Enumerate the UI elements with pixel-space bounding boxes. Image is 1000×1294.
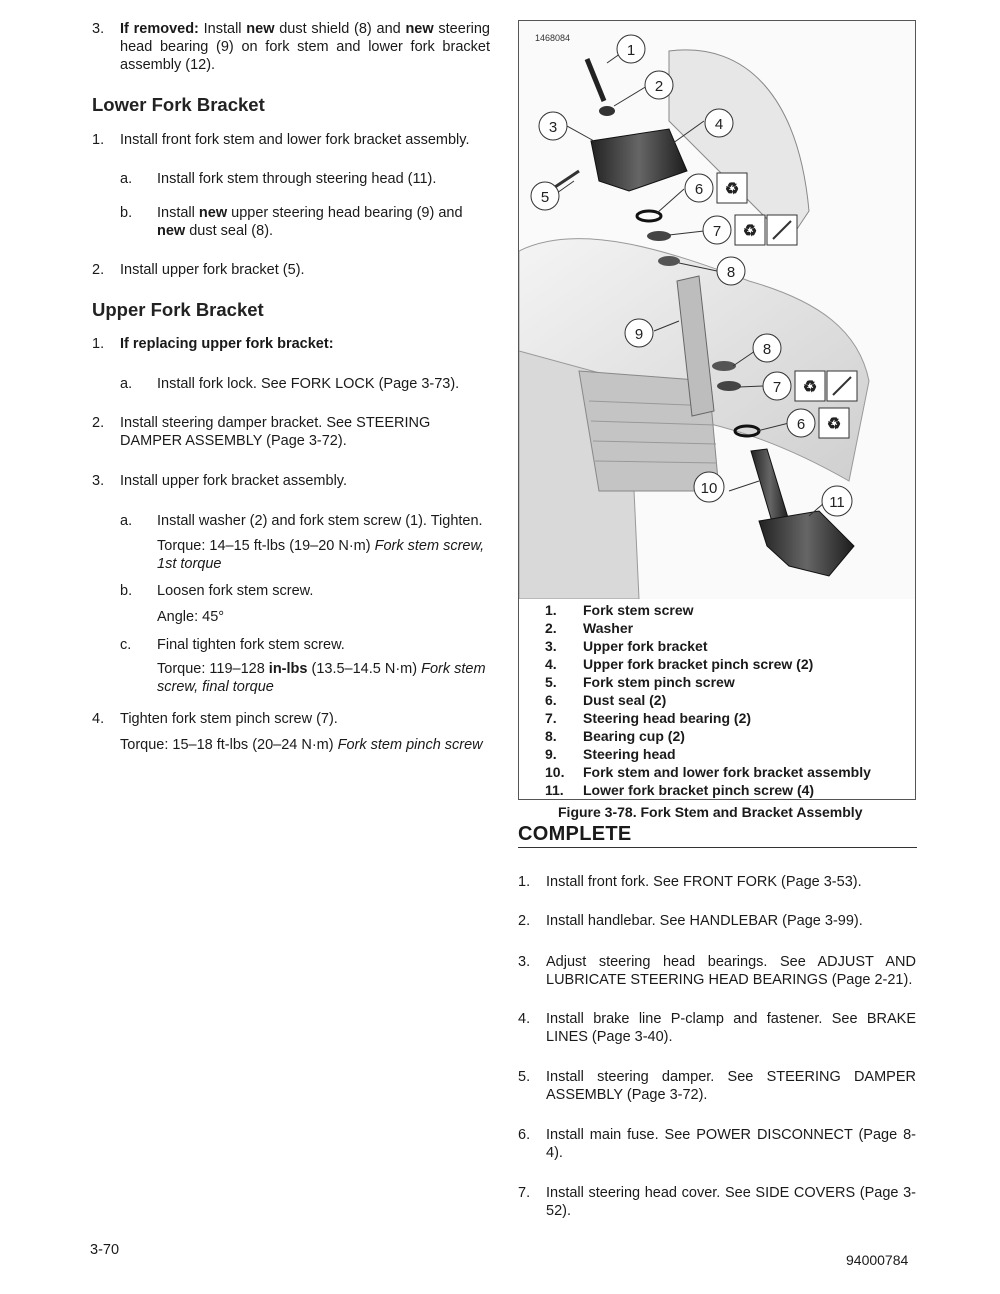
legend-item: 9. Steering head — [545, 746, 676, 762]
substep-letter: a. — [120, 171, 133, 187]
callout-11 — [822, 486, 852, 516]
legend-item: 3. Upper fork bracket — [545, 638, 708, 654]
step-number: 1. — [92, 132, 105, 148]
callout-4 — [705, 109, 733, 137]
step-number: 2. — [518, 913, 531, 929]
callout-7 — [703, 216, 731, 244]
step-number: 1. — [92, 336, 105, 352]
step-number: 2. — [92, 262, 105, 278]
svg-text:2: 2 — [654, 78, 664, 95]
step-text: Install front fork. See FRONT FORK (Page 3-53). — [546, 874, 862, 890]
substep-text: Install fork stem through steering head (11). — [157, 171, 437, 187]
step-number: 5. — [518, 1069, 531, 1085]
step-text: Install front fork stem and lower fork bracket assembly. — [120, 132, 470, 148]
step-number: 1. — [518, 874, 531, 890]
step-text: Install steering damper. See STEERING DAMPER ASSEMBLY (Page 3-72). — [546, 1069, 916, 1103]
svg-text:6: 6 — [694, 181, 704, 198]
substep-text: Install new upper steering head bearing (9) and new dust seal (8). — [157, 205, 463, 239]
svg-text:6: 6 — [796, 416, 806, 433]
torque-spec: Torque: 119–128 in-lbs (13.5–14.5 N·m) Fork stem screw, final torque — [157, 661, 486, 695]
callout-7 — [763, 372, 791, 400]
angle-spec: Angle: 45° — [157, 609, 225, 625]
callout-9 — [625, 319, 653, 347]
svg-text:8: 8 — [762, 341, 772, 358]
svg-text:♻: ♻ — [742, 223, 758, 240]
legend-item: 10. Fork stem and lower fork bracket assembly — [545, 764, 871, 780]
substep-letter: b. — [120, 205, 133, 221]
substep-letter: a. — [120, 513, 133, 529]
substep-text: Loosen fork stem screw. — [157, 583, 314, 599]
step-text: Install upper fork bracket assembly. — [120, 473, 347, 489]
substep-letter: c. — [120, 637, 132, 653]
substep-text: Install fork lock. See FORK LOCK (Page 3-73). — [157, 376, 460, 392]
callout-8 — [753, 334, 781, 362]
legend-item: 2. Washer — [545, 620, 634, 636]
bearing-cup-shape — [658, 256, 680, 266]
step-number: 7. — [518, 1185, 531, 1201]
substep-letter: a. — [120, 376, 133, 392]
svg-text:9: 9 — [634, 326, 644, 343]
step-number: 3. — [518, 954, 531, 970]
step-number: 4. — [518, 1011, 531, 1027]
svg-text:4: 4 — [714, 116, 724, 133]
section-heading-upper-fork-bracket: Upper Fork Bracket — [92, 299, 264, 320]
svg-text:7: 7 — [772, 379, 782, 396]
step-text: Install main fuse. See POWER DISCONNECT (Page 8-4). — [546, 1127, 916, 1161]
step-text: Install upper fork bracket (5). — [120, 262, 305, 278]
legend-item: 6. Dust seal (2) — [545, 692, 667, 708]
step-number: 6. — [518, 1127, 531, 1143]
legend-item: 7. Steering head bearing (2) — [545, 710, 752, 726]
callout-2 — [645, 71, 673, 99]
substep-text: Final tighten fork stem screw. — [157, 637, 345, 653]
legend-item: 11. Lower fork bracket pinch screw (4) — [545, 782, 815, 798]
substep-letter: b. — [120, 583, 133, 599]
svg-text:♻: ♻ — [802, 379, 818, 396]
bearing-shape — [647, 231, 671, 241]
callout-8 — [717, 257, 745, 285]
washer-shape — [599, 106, 615, 116]
torque-spec: Torque: 14–15 ft-lbs (19–20 N·m) Fork stem screw, 1st torque — [157, 538, 485, 572]
step-number: 4. — [92, 711, 105, 727]
fork-stem-illustration — [519, 21, 915, 599]
step-text: Install handlebar. See HANDLEBAR (Page 3-99). — [546, 913, 863, 929]
torque-spec: Torque: 15–18 ft-lbs (20–24 N·m) Fork stem pinch screw — [120, 737, 483, 753]
section-heading-complete: COMPLETE — [518, 823, 632, 845]
legend-item: 4. Upper fork bracket pinch screw (2) — [545, 656, 814, 672]
callout-10 — [694, 472, 724, 502]
svg-text:3: 3 — [548, 119, 558, 136]
document-number: 94000784 — [846, 1252, 909, 1268]
figure-box — [518, 20, 916, 800]
svg-text:10: 10 — [700, 480, 718, 497]
step-text: If replacing upper fork bracket: — [120, 336, 334, 352]
callout-6 — [787, 409, 815, 437]
callout-5 — [531, 182, 559, 210]
svg-text:♻: ♻ — [724, 181, 740, 198]
section-heading-lower-fork-bracket: Lower Fork Bracket — [92, 94, 265, 115]
svg-text:7: 7 — [712, 223, 722, 240]
svg-text:5: 5 — [540, 189, 550, 206]
svg-text:1: 1 — [626, 42, 636, 59]
step-text: Install steering damper bracket. See STEERING DAMPER ASSEMBLY (Page 3-72). — [120, 415, 431, 449]
substep-text: Install washer (2) and fork stem screw (1). Tighten. — [157, 513, 483, 529]
step-text: Tighten fork stem pinch screw (7). — [120, 711, 338, 727]
svg-text:8: 8 — [726, 264, 736, 281]
legend-item: 1. Fork stem screw — [545, 602, 694, 618]
step-number: 2. — [92, 415, 105, 431]
step-text: Install steering head cover. See SIDE COVERS (Page 3-52). — [546, 1185, 916, 1219]
step-number: 3. — [92, 21, 105, 37]
legend-item: 8. Bearing cup (2) — [545, 728, 685, 744]
svg-text:11: 11 — [829, 494, 845, 511]
step-text: Adjust steering head bearings. See ADJUST AND LUBRICATE STEERING HEAD BEARINGS (Page 2-21). — [546, 954, 916, 988]
step-number: 3. — [92, 473, 105, 489]
callout-1 — [617, 35, 645, 63]
step-text: If removed: Install new dust shield (8) and new steering head bearing (9) on fork stem and lower fork bracket assembly (12). — [120, 21, 490, 73]
page-number: 3-70 — [90, 1242, 120, 1258]
heading-rule — [518, 847, 917, 848]
callout-6 — [685, 174, 713, 202]
legend-item: 5. Fork stem pinch screw — [545, 674, 735, 690]
svg-text:♻: ♻ — [826, 416, 842, 433]
step-text: Install brake line P-clamp and fastener. See BRAKE LINES (Page 3-40). — [546, 1011, 916, 1045]
figure-caption: Figure 3-78. Fork Stem and Bracket Assembly — [558, 804, 863, 820]
figure-image-id: 1468084 — [535, 33, 571, 43]
callout-3 — [539, 112, 567, 140]
